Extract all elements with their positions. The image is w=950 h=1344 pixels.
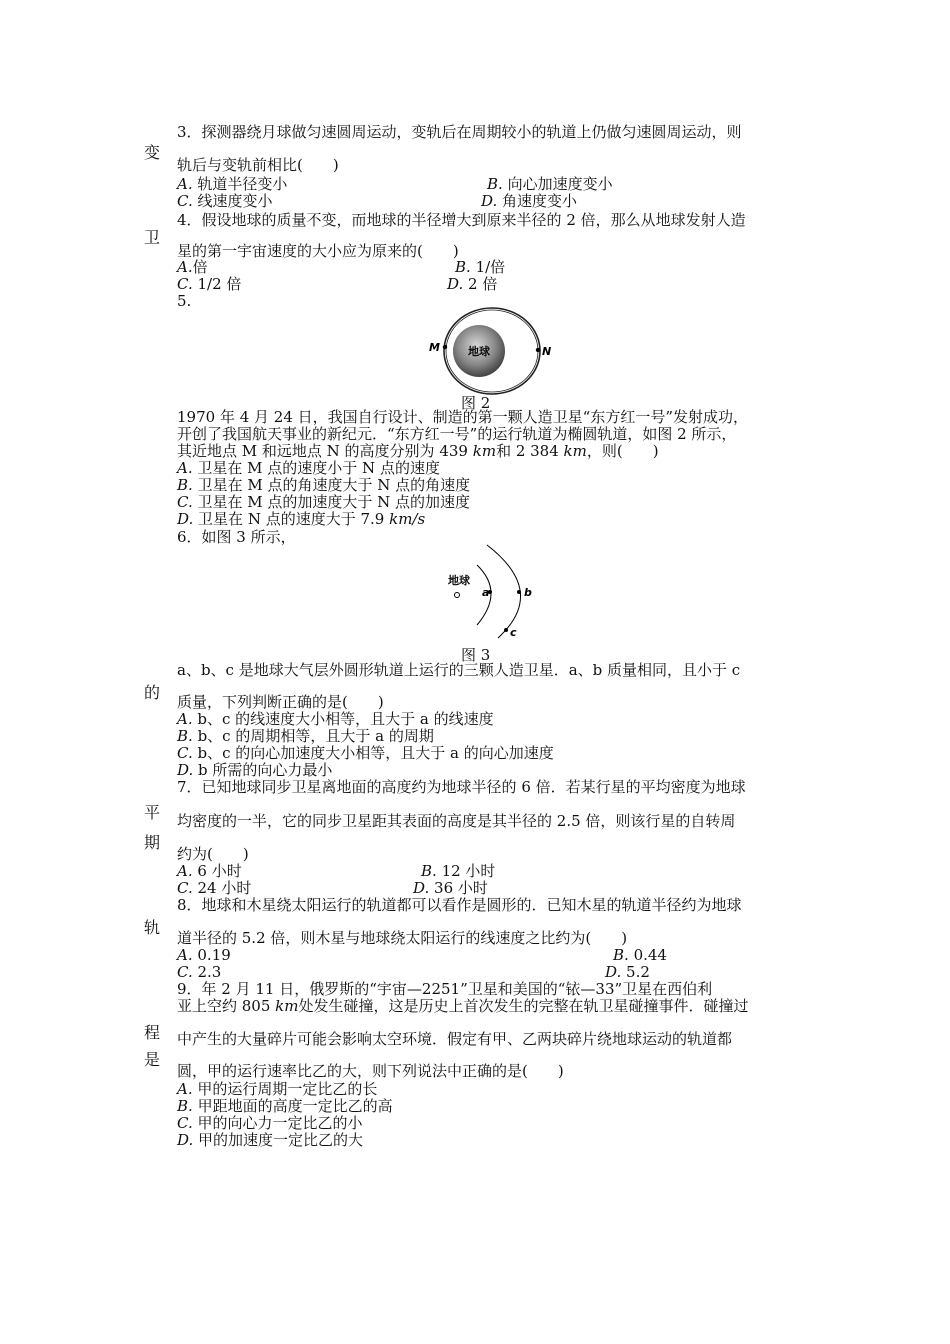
q7-stem-line1: 7．已知地球同步卫星离地面的高度约为地球半径的 6 倍．若某行星的平均密度为地球 — [177, 778, 746, 796]
option-letter: C. — [177, 275, 193, 293]
option-letter: B. — [455, 258, 471, 276]
q6-option-b — [177, 728, 434, 745]
option-text: 36 小时 — [434, 879, 488, 897]
option-letter: C. — [177, 493, 193, 511]
q4-stem-line2: 星的第一宇宙速度的大小应为原来的( ) — [177, 242, 459, 260]
option-letter: D. — [447, 275, 464, 293]
text-part: 和 2 384 — [496, 442, 564, 460]
q9-stem-line1: 9．年 2 月 11 日，俄罗斯的“宇宙—2251”卫星和美国的“铱—33”卫星在西伯利 — [177, 980, 713, 998]
option-text: 卫星在 M 点的加速度大于 N 点的加速度 — [197, 493, 471, 511]
option-text: 12 小时 — [441, 862, 496, 880]
option-text: 角速度变小 — [502, 192, 578, 210]
unit-km: km — [275, 997, 299, 1015]
q8-option-b — [613, 947, 667, 964]
q9-option-d — [177, 1132, 363, 1149]
q3-option-c — [177, 193, 273, 210]
q4-option-b — [455, 259, 505, 276]
option-letter: B. — [177, 1097, 193, 1115]
option-letter: B. — [487, 175, 503, 193]
option-text: 向心加速度变小 — [507, 175, 613, 193]
option-letter: A. — [177, 946, 193, 964]
option-text: b、c 的线速度大小相等，且大于 a 的线速度 — [197, 710, 494, 728]
q4-option-d — [447, 276, 497, 293]
satellite-b-label: b — [524, 586, 532, 599]
option-letter: D. — [481, 192, 498, 210]
q9-stem-line3: 中产生的大量碎片可能会影响太空环境．假定有甲、乙两块碎片绕地球运动的轨道都 — [177, 1030, 733, 1048]
option-text: 卫星在 M 点的角速度大于 N 点的角速度 — [197, 476, 471, 494]
option-letter: D. — [177, 1131, 194, 1149]
option-letter: D. — [605, 963, 622, 981]
q6-option-a — [177, 711, 494, 728]
q7-option-d — [413, 880, 488, 897]
option-text: 甲距地面的高度一定比乙的高 — [197, 1097, 393, 1115]
point-n-dot — [536, 348, 540, 352]
satellite-b-dot — [517, 590, 521, 594]
option-letter: A. — [177, 258, 193, 276]
margin-char-5: 期 — [144, 833, 161, 852]
satellite-a-label: a — [482, 586, 490, 599]
q6-intro: 6．如图 3 所示， — [177, 528, 296, 546]
option-letter: A. — [177, 175, 193, 193]
text-part: 处发生碰撞，这是历史上首次发生的完整在轨卫星碰撞事件．碰撞过 — [298, 997, 749, 1015]
option-text: b 所需的向心力最小 — [198, 761, 333, 779]
point-m-label: M — [429, 341, 440, 354]
q7-option-b — [421, 863, 495, 880]
earth-label: 地球 — [468, 345, 490, 358]
point-m-dot — [443, 345, 447, 349]
q5-option-b — [177, 477, 470, 494]
option-text: 6 小时 — [197, 862, 242, 880]
q8-stem-line1: 8．地球和木星绕太阳运行的轨道都可以看作是圆形的．已知木星的轨道半径约为地球 — [177, 896, 742, 914]
figure-3-orbit-diagram — [440, 540, 540, 642]
option-text: 倍 — [192, 258, 208, 276]
q7-option-a — [177, 863, 242, 880]
q4-option-a — [177, 259, 208, 276]
option-text: 2.3 — [197, 963, 222, 981]
option-text: 2 倍 — [468, 275, 498, 293]
option-letter: D. — [177, 510, 194, 528]
option-text: 卫星在 N 点的速度大于 7.9 — [198, 510, 390, 528]
q4-stem-line1: 4．假设地球的质量不变，而地球的半径增大到原来半径的 2 倍，那么从地球发射人造 — [177, 211, 746, 229]
q7-option-c — [177, 880, 251, 897]
q9-stem-line2 — [177, 998, 749, 1015]
option-text: 1/2 倍 — [197, 275, 242, 293]
option-letter: C. — [177, 744, 193, 762]
text-part: 其近地点 M 和远地点 N 的高度分别为 439 — [177, 442, 473, 460]
option-letter: A. — [177, 862, 193, 880]
q6-stem-line2: 质量，下列判断正确的是( ) — [177, 693, 384, 711]
q9-stem-line4: 圆，甲的运行速率比乙的大，则下列说法中正确的是( ) — [177, 1062, 564, 1080]
q6-option-d — [177, 762, 332, 779]
earth-dot — [455, 593, 460, 598]
point-n-label: N — [542, 345, 552, 358]
option-letter: B. — [177, 476, 193, 494]
q5-option-d — [177, 511, 425, 528]
option-text: 甲的运行周期一定比乙的长 — [197, 1080, 378, 1098]
option-text: 轨道半径变小 — [197, 175, 288, 193]
option-letter: D. — [413, 879, 430, 897]
q3-stem-line1: 3．探测器绕月球做匀速圆周运动，变轨后在周期较小的轨道上仍做匀速圆周运动，则 — [177, 123, 742, 141]
unit-km-per-s: km/s — [389, 510, 426, 528]
option-letter: B. — [177, 727, 193, 745]
q5-number: 5. — [177, 292, 192, 310]
satellite-c-label: c — [510, 626, 517, 639]
q3-stem-line2: 轨后与变轨前相比( ) — [177, 156, 339, 174]
q7-stem-line3: 约为( ) — [177, 845, 249, 863]
q3-option-a — [177, 176, 287, 193]
option-text: b、c 的向心加速度大小相等，且大于 a 的向心加速度 — [197, 744, 554, 762]
q3-option-b — [487, 176, 613, 193]
figure-2-orbit-diagram — [420, 305, 565, 397]
q7-stem-line2: 均密度的一半，它的同步卫星距其表面的高度是其半径的 2.5 倍，则该行星的自转周 — [177, 812, 736, 830]
q6-option-c — [177, 745, 554, 762]
q5-option-a — [177, 460, 440, 477]
q8-option-a — [177, 947, 231, 964]
text-part: ，则( ) — [586, 442, 659, 460]
option-letter: A. — [177, 1080, 193, 1098]
option-letter: C. — [177, 879, 193, 897]
q5-stem-line2: 开创了我国航天事业的新纪元．“东方红一号”的运行轨道为椭圆轨道，如图 2 所示， — [177, 425, 737, 443]
text-part: 亚上空约 805 — [177, 997, 276, 1015]
option-letter: A. — [177, 459, 193, 477]
margin-char-6: 轨 — [144, 918, 161, 937]
option-text: 24 小时 — [197, 879, 252, 897]
margin-char-4: 平 — [144, 803, 161, 822]
option-letter: B. — [421, 862, 437, 880]
unit-km: km — [472, 442, 497, 460]
option-letter: A. — [177, 710, 193, 728]
margin-char-8: 是 — [144, 1050, 161, 1069]
satellite-c-dot — [504, 628, 508, 632]
option-text: 卫星在 M 点的速度小于 N 点的速度 — [197, 459, 440, 477]
option-text: 5.2 — [626, 963, 650, 981]
q4-option-c — [177, 276, 241, 293]
margin-char-3: 的 — [144, 683, 161, 702]
q8-option-d — [605, 964, 650, 981]
figure-3-caption: 图 3 — [461, 646, 491, 664]
option-letter: B. — [613, 946, 629, 964]
option-letter: C. — [177, 963, 193, 981]
q9-option-a — [177, 1081, 377, 1098]
figure-2-caption: 图 2 — [461, 394, 491, 412]
orbit-arc-bc — [487, 545, 521, 638]
q9-option-b — [177, 1098, 393, 1115]
margin-char-7: 程 — [144, 1023, 161, 1042]
option-text: 线速度变小 — [197, 192, 273, 210]
option-text: 1/倍 — [475, 258, 506, 276]
option-text: 甲的加速度一定比乙的大 — [198, 1131, 364, 1149]
q8-stem-line2: 道半径的 5.2 倍，则木星与地球绕太阳运行的线速度之比约为( ) — [177, 929, 628, 947]
option-text: 0.44 — [633, 946, 667, 964]
margin-char-1: 变 — [144, 143, 161, 162]
option-letter: C. — [177, 192, 193, 210]
q3-option-d — [481, 193, 577, 210]
option-text: 0.19 — [197, 946, 231, 964]
option-text: b、c 的周期相等，且大于 a 的周期 — [197, 727, 434, 745]
q5-option-c — [177, 494, 470, 511]
earth-label: 地球 — [448, 574, 470, 587]
q5-stem-line3 — [177, 443, 659, 460]
q8-option-c — [177, 964, 221, 981]
option-text: 甲的向心力一定比乙的小 — [197, 1114, 363, 1132]
option-letter: C. — [177, 1114, 193, 1132]
q5-stem-line1: 1970 年 4 月 24 日，我国自行设计、制造的第一颗人造卫星“东方红一号”发射成功， — [177, 408, 748, 426]
unit-km: km — [563, 442, 587, 460]
option-letter: D. — [177, 761, 194, 779]
q9-option-c — [177, 1115, 363, 1132]
margin-char-2: 卫 — [144, 228, 161, 247]
q6-stem-line1: a、b、c 是地球大气层外圆形轨道上运行的三颗人造卫星．a、b 质量相同，且小于 c — [177, 661, 741, 679]
